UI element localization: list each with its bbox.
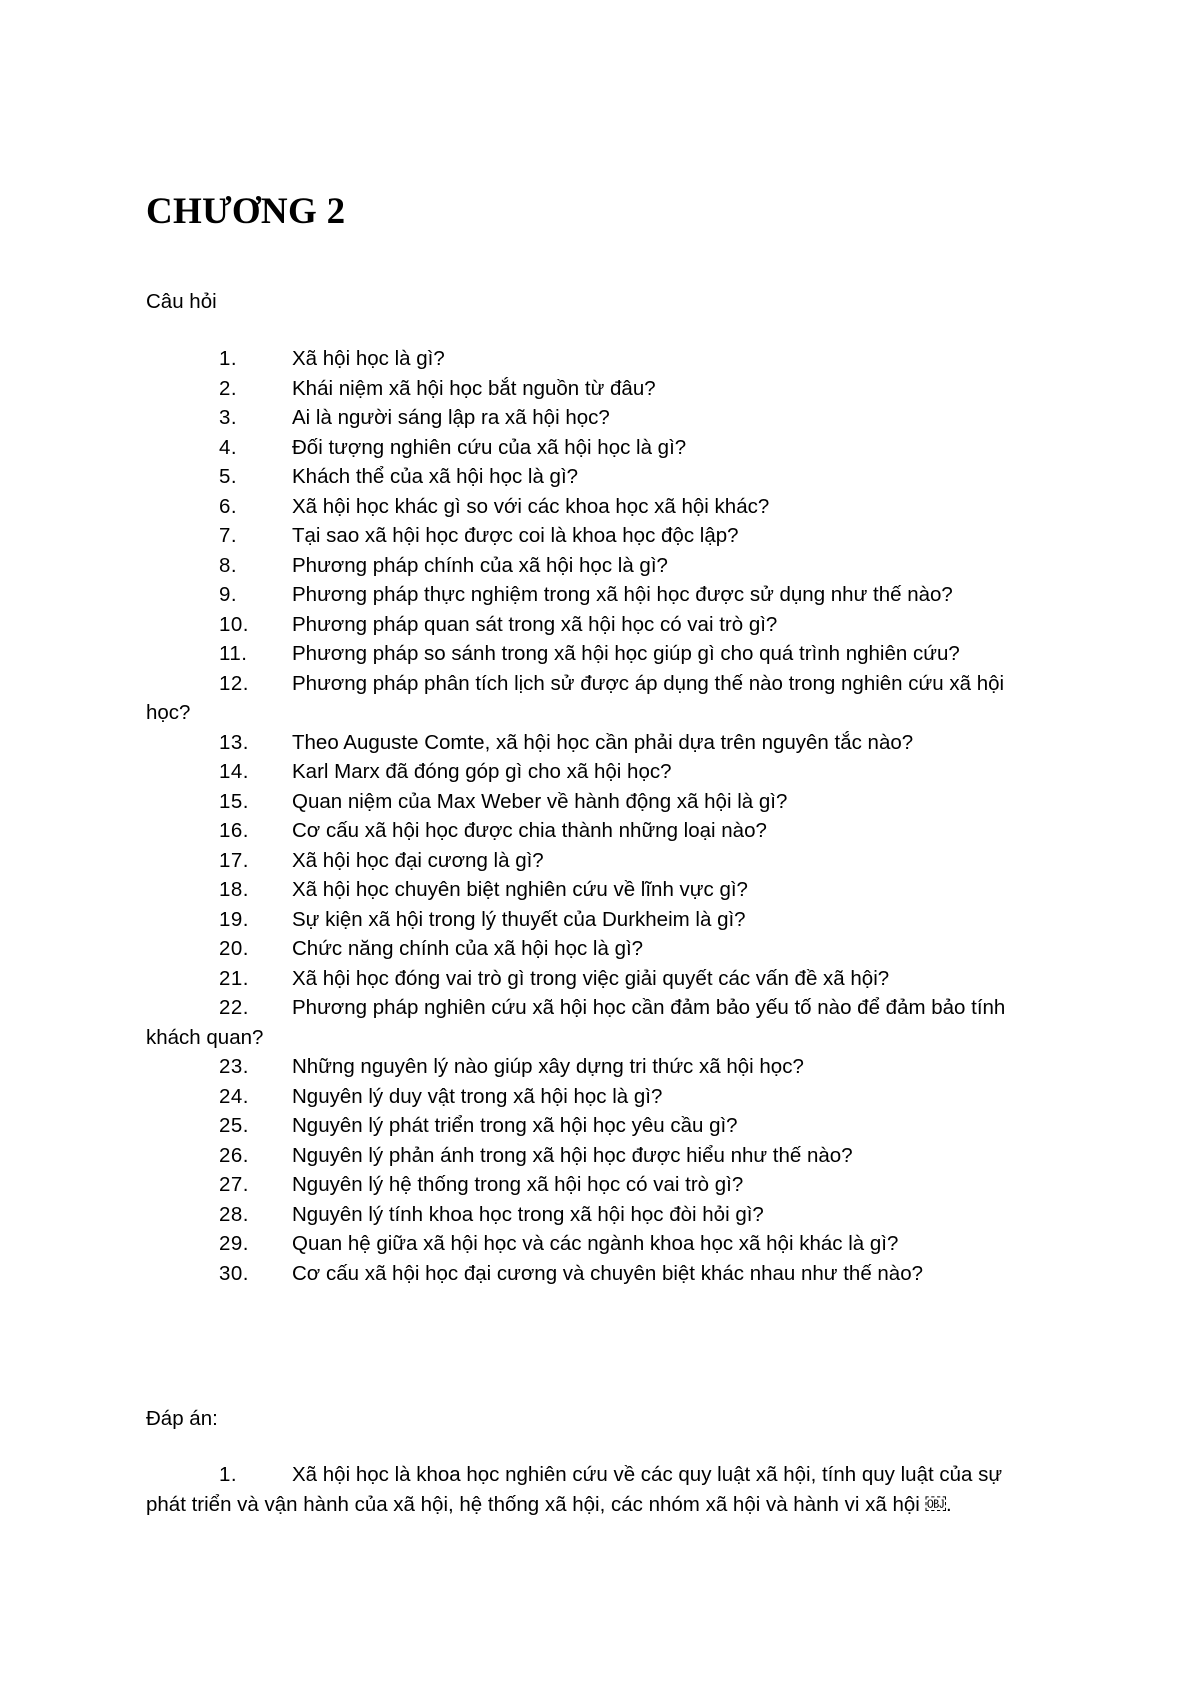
question-item-text: Cơ cấu xã hội học được chia thành những loại nào? <box>292 819 767 842</box>
question-item-number: 7. <box>219 524 238 547</box>
question-item-number: 10. <box>219 612 249 636</box>
question-item-number: 9. <box>219 583 238 606</box>
question-item <box>146 787 1046 817</box>
question-item-text: Phương pháp nghiên cứu xã hội học cần đảm bảo yếu tố nào để đảm bảo tính khách quan? <box>146 996 1006 1049</box>
question-item-number: 28. <box>219 1202 249 1226</box>
question-item-text: Khách thể của xã hội học là gì? <box>292 465 579 488</box>
question-item-number: 23. <box>219 1055 249 1078</box>
question-item-number: 29. <box>219 1232 249 1255</box>
question-item <box>146 757 1046 787</box>
question-item <box>146 344 1046 374</box>
question-item <box>146 728 1046 758</box>
question-item-text: Phương pháp quan sát trong xã hội học có vai trò gì? <box>292 612 778 636</box>
question-item <box>146 374 1046 404</box>
questions-label: Câu hỏi <box>146 290 217 313</box>
question-item-number: 5. <box>219 465 238 488</box>
question-item-text: Cơ cấu xã hội học đại cương và chuyên biệt khác nhau như thế nào? <box>292 1261 924 1285</box>
question-item <box>146 1111 1046 1141</box>
question-item-number: 16. <box>219 819 249 842</box>
question-item-text: Xã hội học khác gì so với các khoa học xã hội khác? <box>292 494 770 518</box>
question-item-number: 25. <box>219 1114 249 1137</box>
answer-item-text: Xã hội học là khoa học nghiên cứu về các quy luật xã hội, tính quy luật của sự phát triển và vận hành của xã hội, hệ thống xã hội, các nhóm xã hội và hành vi xã hội ￼. <box>146 1463 1003 1516</box>
question-item-text: Nguyên lý tính khoa học trong xã hội học đòi hỏi gì? <box>292 1202 764 1226</box>
chapter-title: CHƯƠNG 2 <box>146 191 346 232</box>
question-item <box>146 433 1046 463</box>
question-item-text: Quan hệ giữa xã hội học và các ngành khoa học xã hội khác là gì? <box>292 1232 899 1255</box>
question-item-text: Xã hội học là gì? <box>292 347 445 370</box>
question-list <box>146 344 1046 1288</box>
question-item-text: Nguyên lý hệ thống trong xã hội học có vai trò gì? <box>292 1173 744 1196</box>
question-item <box>146 669 1046 728</box>
question-item <box>146 1170 1046 1200</box>
answer-item-number: 1. <box>219 1463 238 1486</box>
question-item-number: 6. <box>219 494 238 518</box>
question-item <box>146 551 1046 581</box>
question-item-text: Phương pháp chính của xã hội học là gì? <box>292 553 668 577</box>
question-item-number: 1. <box>219 347 238 370</box>
question-item <box>146 875 1046 905</box>
question-item <box>146 492 1046 522</box>
question-item-text: Khái niệm xã hội học bắt nguồn từ đâu? <box>292 376 656 400</box>
answers-label: Đáp án: <box>146 1407 218 1430</box>
question-item-text: Tại sao xã hội học được coi là khoa học độc lập? <box>292 524 739 547</box>
question-item-number: 21. <box>219 966 249 990</box>
question-item-text: Nguyên lý duy vật trong xã hội học là gì? <box>292 1084 663 1108</box>
question-item <box>146 1200 1046 1230</box>
question-item <box>146 1259 1046 1289</box>
question-item-number: 3. <box>219 406 238 429</box>
question-item <box>146 905 1046 935</box>
answer-list <box>146 1460 1046 1520</box>
question-item-text: Phương pháp phân tích lịch sử được áp dụng thế nào trong nghiên cứu xã hội học? <box>146 671 1005 724</box>
answer-item <box>146 1460 1046 1520</box>
question-item <box>146 610 1046 640</box>
question-item-number: 24. <box>219 1084 249 1108</box>
question-item-number: 15. <box>219 789 249 813</box>
question-item <box>146 1052 1046 1082</box>
question-item <box>146 580 1046 610</box>
question-item-number: 19. <box>219 907 249 931</box>
question-item-text: Quan niệm của Max Weber về hành động xã hội là gì? <box>292 789 788 813</box>
question-item-text: Xã hội học chuyên biệt nghiên cứu về lĩnh vực gì? <box>292 878 748 901</box>
question-item-text: Karl Marx đã đóng góp gì cho xã hội học? <box>292 760 672 783</box>
question-item-number: 2. <box>219 376 238 400</box>
question-item-text: Theo Auguste Comte, xã hội học cần phải dựa trên nguyên tắc nào? <box>292 730 914 754</box>
question-item-text: Sự kiện xã hội trong lý thuyết của Durkheim là gì? <box>292 907 746 931</box>
question-item-text: Nguyên lý phát triển trong xã hội học yêu cầu gì? <box>292 1114 738 1137</box>
question-item <box>146 521 1046 551</box>
question-item-number: 30. <box>219 1261 249 1285</box>
question-item <box>146 993 1046 1052</box>
question-item-text: Những nguyên lý nào giúp xây dựng tri thức xã hội học? <box>292 1055 804 1078</box>
question-item-number: 17. <box>219 848 249 872</box>
question-item <box>146 1082 1046 1112</box>
question-item <box>146 964 1046 994</box>
question-item-number: 18. <box>219 878 249 901</box>
question-item <box>146 462 1046 492</box>
question-item-number: 12. <box>219 671 249 695</box>
question-item-number: 20. <box>219 937 249 960</box>
question-item-text: Chức năng chính của xã hội học là gì? <box>292 937 644 960</box>
question-item-number: 26. <box>219 1143 249 1167</box>
question-item-number: 22. <box>219 996 249 1019</box>
question-item <box>146 816 1046 846</box>
question-item-number: 8. <box>219 553 238 577</box>
question-item <box>146 639 1046 669</box>
question-item <box>146 934 1046 964</box>
question-item-text: Xã hội học đóng vai trò gì trong việc giải quyết các vấn đề xã hội? <box>292 966 890 990</box>
question-item <box>146 1141 1046 1171</box>
question-item-text: Phương pháp thực nghiệm trong xã hội học được sử dụng như thế nào? <box>292 583 953 606</box>
question-item-text: Phương pháp so sánh trong xã hội học giúp gì cho quá trình nghiên cứu? <box>292 642 960 665</box>
question-item-number: 11. <box>219 642 248 665</box>
question-item-number: 14. <box>219 760 249 783</box>
question-item <box>146 1229 1046 1259</box>
question-item-text: Đối tượng nghiên cứu của xã hội học là gì? <box>292 435 687 459</box>
question-item-text: Ai là người sáng lập ra xã hội học? <box>292 406 610 429</box>
question-item <box>146 403 1046 433</box>
question-item-number: 27. <box>219 1173 249 1196</box>
question-item-text: Nguyên lý phản ánh trong xã hội học được hiểu như thế nào? <box>292 1143 853 1167</box>
question-item-number: 13. <box>219 730 249 754</box>
question-item <box>146 846 1046 876</box>
question-item-number: 4. <box>219 435 238 459</box>
question-item-text: Xã hội học đại cương là gì? <box>292 848 544 872</box>
